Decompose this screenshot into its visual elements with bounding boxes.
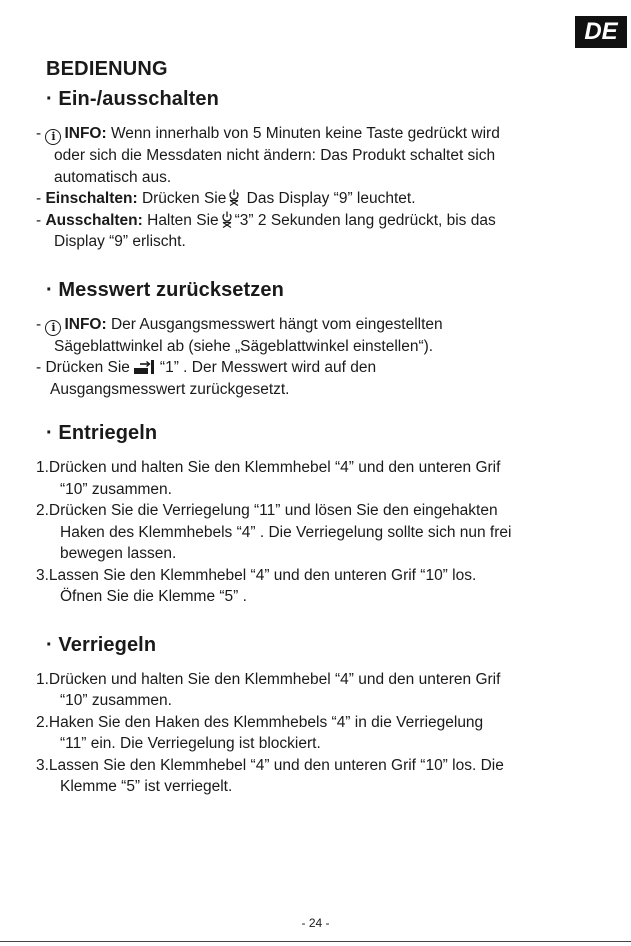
info-line	[36, 314, 596, 336]
switch-off-label: Ausschalten:	[45, 211, 143, 229]
text-fragment: - Drücken Sie	[36, 359, 130, 376]
info-label: INFO:	[64, 315, 107, 333]
reset-line	[36, 357, 596, 379]
text-line: Display “9” erlischt.	[54, 233, 186, 250]
section-title-unlock: · Entriegeln	[46, 422, 158, 444]
bottom-divider	[0, 941, 631, 942]
language-badge: DE	[575, 16, 627, 48]
dash: -	[36, 125, 46, 142]
section-title-lock: · Verriegeln	[46, 633, 157, 656]
step-line: 3.Lassen Sie den Klemmhebel “4” und den unteren Grif “10” los. Die	[36, 756, 504, 774]
power-button-icon	[228, 189, 240, 206]
text-line: bewegen lassen.	[60, 545, 177, 562]
text-line: Ausgangsmesswert zurückgesetzt.	[50, 380, 290, 398]
info-text: Der Ausgangsmesswert hängt vom eingestellten	[106, 315, 443, 333]
step-line: 1.Drücken und halten Sie den Klemmhebel “4” und den unteren Grif	[36, 670, 501, 688]
dash: -	[36, 211, 46, 229]
step-line: 1.Drücken und halten Sie den Klemmhebel “4” und den unteren Grif	[36, 459, 501, 476]
section-unlock	[36, 422, 596, 608]
power-button-icon	[221, 211, 233, 228]
text-fragment: Halten Sie	[142, 211, 219, 229]
text-line: “10” zusammen.	[60, 692, 172, 709]
dash: -	[36, 315, 46, 333]
text-fragment: “1” . Der Messwert wird auf den	[159, 359, 377, 376]
step-line: 2.Haken Sie den Haken des Klemmhebels “4” in die Verriegelung	[36, 713, 484, 731]
text-fragment: Das Display “9” leuchtet.	[242, 190, 416, 207]
manual-content	[36, 58, 596, 820]
text-line: Öfnen Sie die Klemme “5” .	[60, 588, 247, 605]
section-reset	[36, 279, 596, 401]
switch-off-line	[36, 210, 596, 232]
text-line: Haken des Klemmhebels “4” . Die Verriegelung sollte sich nun frei	[60, 523, 512, 541]
text-fragment: Drücken Sie	[137, 190, 227, 207]
dash: -	[36, 190, 46, 207]
switch-on-line	[36, 188, 596, 210]
text-line: Sägeblattwinkel ab (siehe „Sägeblattwinkel einstellen“).	[54, 337, 434, 355]
text-line: automatisch aus.	[54, 168, 172, 186]
step-line: 2.Drücken Sie die Verriegelung “11” und lösen Sie den eingehakten	[36, 502, 498, 519]
info-line	[36, 123, 596, 145]
info-icon: i	[45, 320, 61, 336]
section-power	[36, 88, 596, 253]
step-line: 3.Lassen Sie den Klemmhebel “4” und den unteren Grif “10” los.	[36, 566, 477, 584]
text-line: “11” ein. Die Verriegelung ist blockiert.	[60, 735, 321, 752]
info-text: Wenn innerhalb von 5 Minuten keine Taste gedrückt wird	[106, 125, 500, 142]
text-fragment: “3” 2 Sekunden lang gedrückt, bis das	[234, 211, 496, 229]
text-line: “10” zusammen.	[60, 480, 172, 498]
reset-button-icon	[134, 360, 156, 374]
section-lock	[36, 634, 596, 798]
page-title: BEDIENUNG	[46, 58, 168, 80]
info-icon: i	[45, 129, 61, 145]
text-line: oder sich die Messdaten nicht ändern: Das Produkt schaltet sich	[54, 147, 496, 164]
section-title-reset: · Messwert zurücksetzen	[46, 278, 284, 301]
section-title-power: · Ein-/ausschalten	[46, 88, 219, 110]
info-label: INFO:	[64, 125, 107, 142]
switch-on-label: Einschalten:	[45, 190, 138, 207]
text-line: Klemme “5” ist verriegelt.	[60, 778, 233, 795]
page-number: - 24 -	[301, 916, 330, 930]
